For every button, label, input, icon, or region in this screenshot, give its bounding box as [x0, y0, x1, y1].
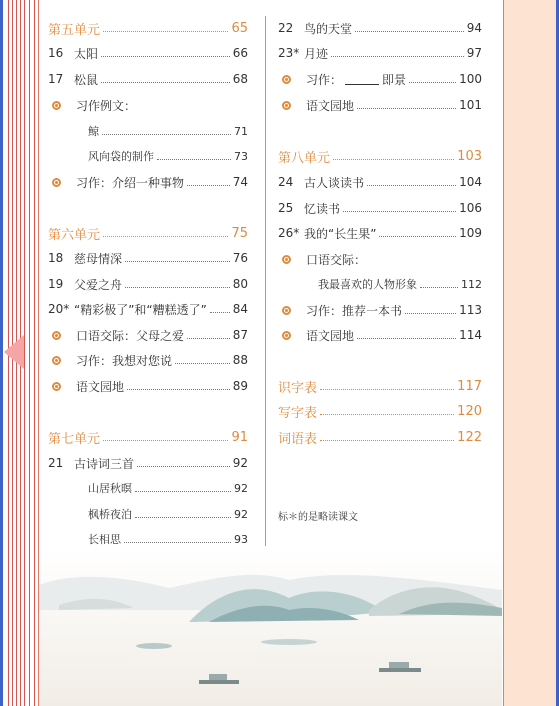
entry-title: 父爱之舟 — [74, 277, 123, 292]
page-number: 74 — [232, 175, 248, 189]
page-number: 120 — [457, 403, 482, 419]
toc-entry[interactable] — [278, 41, 482, 65]
entry-title: 月迹 — [304, 46, 329, 61]
entry-title: 鲸 — [88, 125, 99, 138]
page-number: 76 — [232, 251, 248, 265]
page-number: 92 — [234, 481, 248, 495]
leader-dots — [210, 312, 230, 313]
leader-dots — [320, 414, 454, 415]
entry-title: 太阳 — [74, 46, 99, 61]
leader-dots — [127, 389, 230, 390]
toc-entry[interactable] — [278, 323, 482, 347]
toc-unit-heading[interactable] — [278, 425, 482, 449]
toc-entry[interactable] — [278, 247, 482, 271]
toc-entry[interactable] — [278, 298, 482, 322]
circle-bullet-icon — [52, 356, 61, 365]
entry-title: “精彩极了”和“糟糕透了” — [74, 302, 207, 317]
leader-dots — [357, 108, 456, 109]
page-number: 106 — [459, 201, 482, 215]
toc-entry[interactable] — [48, 297, 248, 321]
leader-dots — [320, 440, 454, 441]
entry-title: 风向袋的制作 — [88, 150, 154, 163]
entry-title: 枫桥夜泊 — [88, 508, 132, 521]
page-number: 68 — [232, 72, 248, 86]
page-number: 122 — [457, 429, 482, 445]
toc-entry[interactable] — [48, 323, 248, 347]
leader-dots — [102, 134, 231, 135]
entry-title: 慈母情深 — [74, 251, 123, 266]
page-number: 114 — [459, 328, 482, 342]
toc-entry[interactable] — [48, 451, 248, 475]
leader-dots — [103, 236, 228, 237]
entry-title: 鸟的天堂 — [304, 21, 353, 36]
lesson-number: 26* — [278, 226, 300, 240]
entry-title: 语文园地 — [306, 328, 355, 343]
toc-entry[interactable] — [48, 272, 248, 296]
circle-bullet-icon — [282, 306, 291, 315]
lesson-number: 24 — [278, 175, 294, 189]
toc-entry[interactable] — [88, 119, 248, 143]
toc-entry[interactable] — [48, 246, 248, 270]
entry-title: 第五单元 — [48, 22, 101, 38]
lesson-number: 17 — [48, 72, 64, 86]
entry-title: 口语交际：父母之爱 — [76, 328, 185, 343]
leader-dots — [125, 287, 230, 288]
page-number: 75 — [231, 225, 248, 241]
lesson-number: 20* — [48, 302, 70, 316]
leader-dots — [331, 56, 464, 57]
entry-title: 我的“长生果” — [304, 226, 377, 241]
leader-dots — [405, 313, 456, 314]
circle-bullet-icon — [282, 255, 291, 264]
page-number: 112 — [461, 277, 482, 291]
leader-dots — [103, 440, 228, 441]
entry-title: 词语表 — [278, 431, 318, 447]
entry-title: 口语交际： — [306, 252, 367, 267]
bookmark-tab-icon[interactable] — [4, 335, 24, 369]
entry-title: 习作：介绍一种事物 — [76, 175, 185, 190]
toc-entry[interactable] — [88, 527, 248, 551]
page-number: 71 — [234, 124, 248, 138]
entry-title: 识字表 — [278, 380, 318, 396]
toc-entry[interactable] — [48, 67, 248, 91]
side-panel — [502, 0, 557, 706]
page-number: 104 — [459, 175, 482, 189]
page-number: 103 — [457, 148, 482, 164]
toc-entry[interactable] — [48, 41, 248, 65]
circle-bullet-icon — [52, 101, 61, 110]
toc-unit-heading[interactable] — [278, 399, 482, 423]
leader-dots — [124, 542, 231, 543]
column-divider — [265, 16, 266, 546]
ink-landscape-illustration — [39, 550, 502, 706]
entry-title: 语文园地 — [306, 98, 355, 113]
toc-entry[interactable] — [48, 93, 248, 117]
page-number: 113 — [459, 303, 482, 317]
page-number: 73 — [234, 149, 248, 163]
lesson-number: 19 — [48, 277, 64, 291]
circle-bullet-icon — [52, 331, 61, 340]
entry-title-suffix: 即景 — [382, 72, 407, 87]
leader-dots — [379, 236, 456, 237]
page-number: 65 — [231, 20, 248, 36]
leader-dots — [135, 491, 231, 492]
entry-title: 习作：我想对您说 — [76, 353, 173, 368]
circle-bullet-icon — [52, 382, 61, 391]
toc-entry[interactable] — [318, 272, 482, 296]
page-number: 91 — [231, 429, 248, 445]
leader-dots — [333, 159, 454, 160]
entry-title: 语文园地 — [76, 379, 125, 394]
leader-dots — [135, 517, 231, 518]
leader-dots — [355, 31, 464, 32]
leader-dots — [320, 389, 454, 390]
toc-entry[interactable] — [88, 502, 248, 526]
toc-entry[interactable] — [278, 170, 482, 194]
page-number: 117 — [457, 378, 482, 394]
entry-title: 习作例文： — [76, 98, 137, 113]
leader-dots — [367, 185, 456, 186]
toc-unit-heading[interactable] — [48, 16, 248, 40]
leader-dots — [343, 211, 456, 212]
leader-dots — [103, 31, 228, 32]
page-number: 109 — [459, 226, 482, 240]
leader-dots — [420, 287, 458, 288]
page-number: 84 — [232, 302, 248, 316]
fill-in-blank — [345, 74, 379, 85]
page-number: 89 — [232, 379, 248, 393]
page-number: 66 — [232, 46, 248, 60]
leader-dots — [101, 82, 230, 83]
entry-title: 第八单元 — [278, 150, 331, 166]
toc-entry[interactable] — [88, 144, 248, 168]
entry-title: 习作：推荐一本书 — [306, 303, 403, 318]
leader-dots — [187, 185, 230, 186]
leader-dots — [157, 159, 231, 160]
page-number: 80 — [232, 277, 248, 291]
page-number: 87 — [232, 328, 248, 342]
toc-entry[interactable] — [48, 348, 248, 372]
page-number: 101 — [459, 98, 482, 112]
lesson-number: 23* — [278, 46, 300, 60]
leader-dots — [357, 338, 456, 339]
leader-dots — [125, 261, 230, 262]
entry-title: 古诗词三首 — [74, 456, 135, 471]
toc-unit-heading[interactable] — [278, 144, 482, 168]
page-number: 93 — [234, 532, 248, 546]
leader-dots — [101, 56, 230, 57]
leader-dots — [137, 466, 230, 467]
leader-dots — [175, 363, 230, 364]
leader-dots — [409, 82, 456, 83]
window-frame-left — [0, 0, 3, 706]
toc-entry[interactable] — [278, 16, 482, 40]
lesson-number: 22 — [278, 21, 294, 35]
toc-entry[interactable] — [278, 221, 482, 245]
circle-bullet-icon — [282, 75, 291, 84]
page-number: 100 — [459, 72, 482, 86]
toc-entry[interactable] — [278, 67, 482, 91]
page-number: 94 — [466, 21, 482, 35]
leader-dots — [187, 338, 230, 339]
lesson-number: 21 — [48, 456, 64, 470]
lesson-number: 16 — [48, 46, 64, 60]
circle-bullet-icon — [282, 331, 291, 340]
toc-entry[interactable] — [278, 93, 482, 117]
toc-entry[interactable] — [48, 374, 248, 398]
page-number: 88 — [232, 353, 248, 367]
entry-title: 山居秋暝 — [88, 482, 132, 495]
lesson-number: 25 — [278, 201, 294, 215]
circle-bullet-icon — [282, 101, 291, 110]
toc-entry[interactable] — [278, 196, 482, 220]
page-number: 97 — [466, 46, 482, 60]
circle-bullet-icon — [52, 178, 61, 187]
lesson-number: 18 — [48, 251, 64, 265]
toc-entry[interactable] — [48, 170, 248, 194]
entry-title: 长相思 — [88, 533, 121, 546]
footnote: 标＊的是略读课文 — [278, 512, 358, 523]
entry-title: 习作： — [306, 72, 343, 87]
toc-unit-heading[interactable] — [278, 374, 482, 398]
toc-entry[interactable] — [88, 476, 248, 500]
page-number: 92 — [232, 456, 248, 470]
toc-unit-heading[interactable] — [48, 425, 248, 449]
entry-title: 松鼠 — [74, 72, 99, 87]
page-number: 92 — [234, 507, 248, 521]
entry-title: 第七单元 — [48, 431, 101, 447]
toc-unit-heading[interactable] — [48, 221, 248, 245]
entry-title: 写字表 — [278, 405, 318, 421]
entry-title: 忆读书 — [304, 201, 341, 216]
entry-title: 我最喜欢的人物形象 — [318, 278, 417, 291]
entry-title: 第六单元 — [48, 227, 101, 243]
entry-title: 古人谈读书 — [304, 175, 365, 190]
